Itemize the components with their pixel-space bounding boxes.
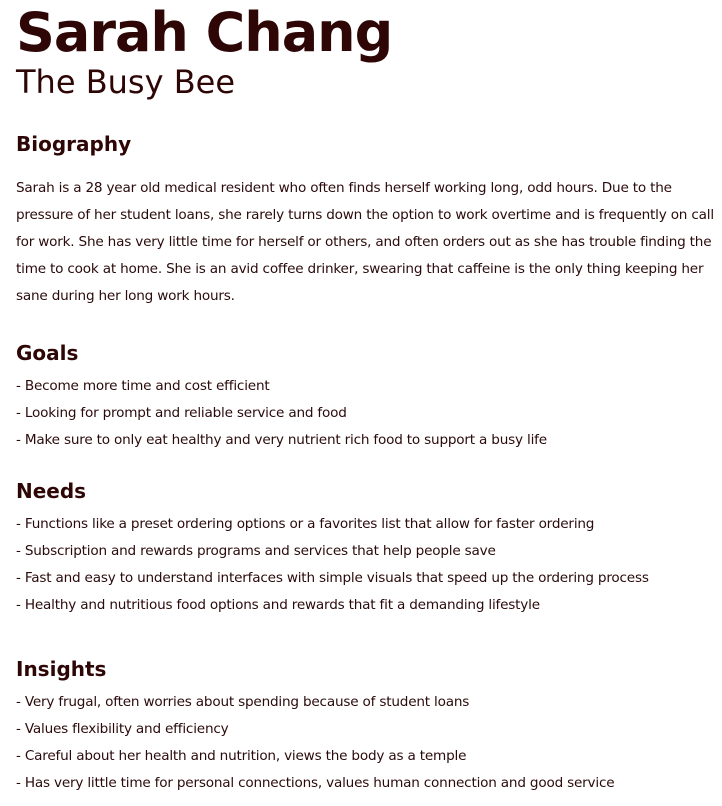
biography-heading: Biography [16, 132, 132, 156]
insight-item: - Has very little time for personal connections, values human connection and good service [16, 775, 615, 791]
need-item: - Subscription and rewards programs and services that help people save [16, 543, 496, 559]
goals-heading: Goals [16, 341, 79, 365]
persona-tagline: The Busy Bee [16, 63, 236, 101]
goal-item: - Looking for prompt and reliable service and food [16, 405, 347, 421]
insights-list [16, 689, 720, 797]
biography-text: Sarah is a 28 year old medical resident who often finds herself working long, odd hours. Due to the pressure of her student loans, she rarely turns down the option to work overtime and is frequently on call for work. She has very little time for herself or others, and often orders out as she has trouble finding the time to cook at home. She is an avid coffee drinker, swearing that caffeine is the only thing keeping her sane during her long work hours. [16, 180, 714, 304]
insight-item: - Very frugal, often worries about spending because of student loans [16, 694, 470, 710]
insight-item: - Careful about her health and nutrition, views the body as a temple [16, 748, 467, 764]
insight-item: - Values flexibility and efficiency [16, 721, 229, 737]
persona-name: Sarah Chang [16, 1, 393, 64]
need-item: - Functions like a preset ordering options or a favorites list that allow for faster ordering [16, 516, 595, 532]
goals-list [16, 373, 720, 454]
needs-heading: Needs [16, 479, 87, 503]
need-item: - Healthy and nutritious food options and rewards that fit a demanding lifestyle [16, 597, 540, 613]
goal-item: - Become more time and cost efficient [16, 378, 270, 394]
insights-heading: Insights [16, 657, 107, 681]
needs-list [16, 511, 720, 619]
need-item: - Fast and easy to understand interfaces with simple visuals that speed up the ordering process [16, 570, 649, 586]
goal-item: - Make sure to only eat healthy and very nutrient rich food to support a busy life [16, 432, 547, 448]
